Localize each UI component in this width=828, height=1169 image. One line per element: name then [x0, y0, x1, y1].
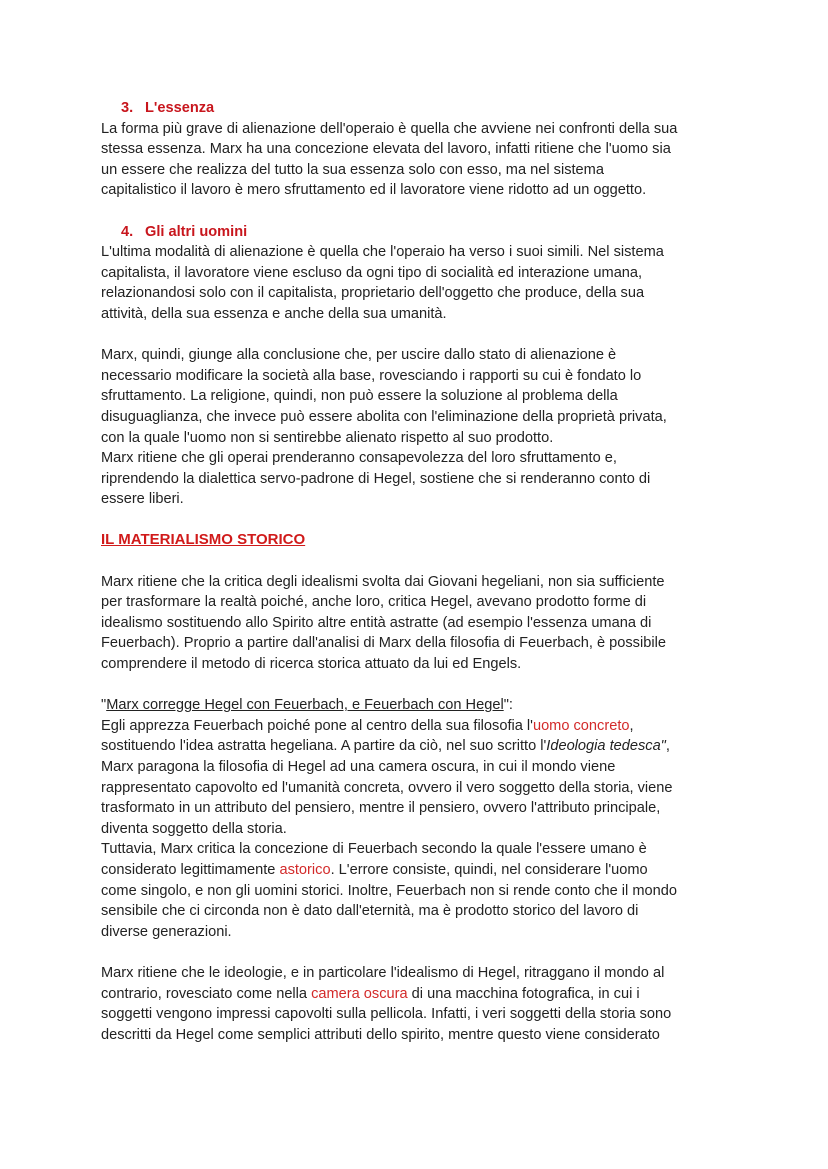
text-segment: attività, della sua essenza e anche della sua umanità. [101, 305, 447, 322]
text-segment: con la quale l'uomo non si sentirebbe alienato rispetto al suo prodotto. [101, 429, 554, 446]
text-line [101, 881, 741, 902]
text-line [101, 572, 741, 593]
text-segment: capitalista, il lavoratore viene escluso da ogni tipo di socialità ed interazione umana, [101, 264, 643, 281]
text-segment: ": [503, 697, 513, 714]
highlighted-term: uomo concreto [532, 717, 630, 734]
heading-text: L'essenza [145, 100, 215, 116]
text-segment: un essere che realizza del tutto la sua essenza solo con esso, ma nel sistema [101, 161, 604, 178]
text-segment: Marx paragona la filosofia di Hegel ad una camera oscura, in cui il mondo viene [101, 759, 616, 775]
text-line [101, 922, 741, 943]
text-line [101, 119, 741, 140]
text-segment: diverse generazioni. [101, 923, 232, 940]
text-segment: L'ultima modalità di alienazione è quella che l'operaio ha verso i suoi simili. Nel sistema [101, 244, 664, 261]
text-segment: considerato legittimamente [101, 861, 280, 878]
text-line [101, 386, 741, 407]
text-line [101, 242, 741, 263]
blank-line [101, 510, 741, 531]
text-segment: Egli apprezza Feuerbach poiché pone al centro della sua filosofia l' [101, 717, 533, 734]
text-line [101, 180, 741, 201]
section-title-text: IL MATERIALISMO STORICO [101, 531, 306, 549]
text-segment: , [629, 717, 634, 734]
text-line [101, 757, 741, 778]
text-line [101, 716, 741, 737]
text-line [101, 984, 741, 1005]
text-line [101, 304, 741, 325]
text-line [101, 901, 741, 922]
text-segment: Marx ritiene che le ideologie, e in particolare l'idealismo di Hegel, ritraggano il mondo al [101, 964, 665, 981]
text-segment: trasformato in un attributo del pensiero, mentre il pensiero, ovvero l'attributo principale, [101, 800, 661, 817]
text-segment: idealismo sostituendo allo Spirito altre entità astratte (ad esempio l'essenza umana di [101, 614, 652, 631]
text-line [101, 654, 741, 675]
blank-line [101, 201, 741, 222]
text-segment: descritti da Hegel come semplici attributi dello spirito, mentre questo viene considerato [101, 1026, 660, 1043]
text-line [101, 139, 741, 160]
underlined-quote: Marx corregge Hegel con Feuerbach, e Feuerbach con Hegel [106, 697, 504, 714]
text-segment: Marx, quindi, giunge alla conclusione che, per uscire dallo stato di alienazione è [101, 347, 617, 364]
text-line [101, 489, 741, 510]
text-line [101, 1025, 741, 1046]
text-segment: Marx ritiene che gli operai prenderanno consapevolezza del loro sfruttamento e, [101, 450, 617, 467]
text-segment: diventa soggetto della storia. [101, 820, 287, 837]
document-body [101, 98, 741, 1045]
text-line [101, 160, 741, 181]
text-segment: necessario modificare la società alla base, rovesciando i rapporti su cui è fondato lo [101, 367, 642, 384]
text-segment: Feuerbach). Proprio a partire dall'analisi di Marx della filosofia di Feuerbach, è possibile [101, 635, 666, 652]
section-heading [101, 222, 741, 243]
text-line [101, 1004, 741, 1025]
text-segment: capitalistico il lavoro è mero sfruttamento ed il lavoratore viene ridotto ad un oggetto. [101, 182, 647, 199]
highlighted-term: camera oscura [311, 985, 408, 1002]
text-segment: Marx ritiene che la critica degli idealismi svolta dai Giovani hegeliani, non sia sufficiente [101, 573, 665, 590]
text-segment: contrario, rovesciato come nella [101, 985, 312, 1002]
text-line [101, 778, 741, 799]
text-line [101, 345, 741, 366]
text-line [101, 736, 741, 757]
text-line [101, 633, 741, 654]
text-segment: essere liberi. [101, 491, 184, 508]
heading-number: 3. [121, 100, 134, 116]
heading-number: 4. [121, 223, 134, 240]
text-line [101, 469, 741, 490]
text-segment: di una macchina fotografica, in cui i [407, 985, 640, 1002]
blank-line [101, 325, 741, 346]
text-segment: comprendere il metodo di ricerca storica attuato da lui ed Engels. [101, 656, 522, 673]
text-line [101, 798, 741, 819]
text-line [101, 695, 741, 716]
section-heading [101, 98, 741, 119]
text-segment: come singolo, e non gli uomini storici. Inoltre, Feuerbach non si rende conto che il mondo [101, 882, 677, 899]
text-segment: soggetti vengono impressi capovolti sulla pellicola. Infatti, i veri soggetti della storia sono [101, 1006, 672, 1023]
text-segment: " [101, 697, 107, 714]
text-line [101, 819, 741, 840]
text-line [101, 613, 741, 634]
highlighted-term: astorico [279, 861, 331, 878]
text-line [101, 283, 741, 304]
blank-line [101, 942, 741, 963]
text-segment: riprendendo la dialettica servo-padrone di Hegel, sostiene che si renderanno conto di [101, 470, 651, 487]
blank-line [101, 551, 741, 572]
text-segment: sensibile che ci circonda non è dato dall'eternità, ma è prodotto storico del lavoro di [101, 903, 639, 920]
text-segment: stessa essenza. Marx ha una concezione elevata del lavoro, infatti ritiene che l'uomo sia [101, 141, 671, 158]
text-segment: relazionandosi solo con il capitalista, proprietario dell'oggetto che produce, della sua [101, 285, 645, 302]
blank-line [101, 675, 741, 696]
text-line [101, 963, 741, 984]
text-line [101, 428, 741, 449]
text-segment: disuguaglianza, che invece può essere abolita con l'eliminazione della proprietà privata, [101, 408, 667, 425]
text-line [101, 407, 741, 428]
text-segment: per trasformare la realtà poiché, anche loro, critica Hegel, avevano prodotto forme di [101, 594, 647, 611]
text-line [101, 839, 741, 860]
text-segment: sostituendo l'idea astratta hegeliana. A partire da ciò, nel suo scritto l' [101, 738, 547, 755]
italic-title: Ideologia tedesca" [546, 738, 666, 755]
text-segment: Tuttavia, Marx critica la concezione di Feuerbach secondo la quale l'essere umano è [101, 841, 647, 858]
text-line [101, 592, 741, 613]
text-line [101, 263, 741, 284]
text-line [101, 366, 741, 387]
text-segment: rappresentato capovolto ed l'umanità concreta, ovvero il vero soggetto della storia, viene [101, 779, 673, 796]
text-line [101, 860, 741, 881]
heading-text: Gli altri uomini [145, 223, 248, 240]
section-title [101, 530, 741, 551]
text-segment: . L'errore consiste, quindi, nel considerare l'uomo [330, 861, 648, 878]
text-line [101, 448, 741, 469]
text-segment: , [665, 738, 670, 755]
text-segment: sfruttamento. La religione, quindi, non può essere la soluzione al problema della [101, 388, 618, 405]
text-segment: La forma più grave di alienazione dell'operaio è quella che avviene nei confronti della sua [101, 120, 678, 137]
